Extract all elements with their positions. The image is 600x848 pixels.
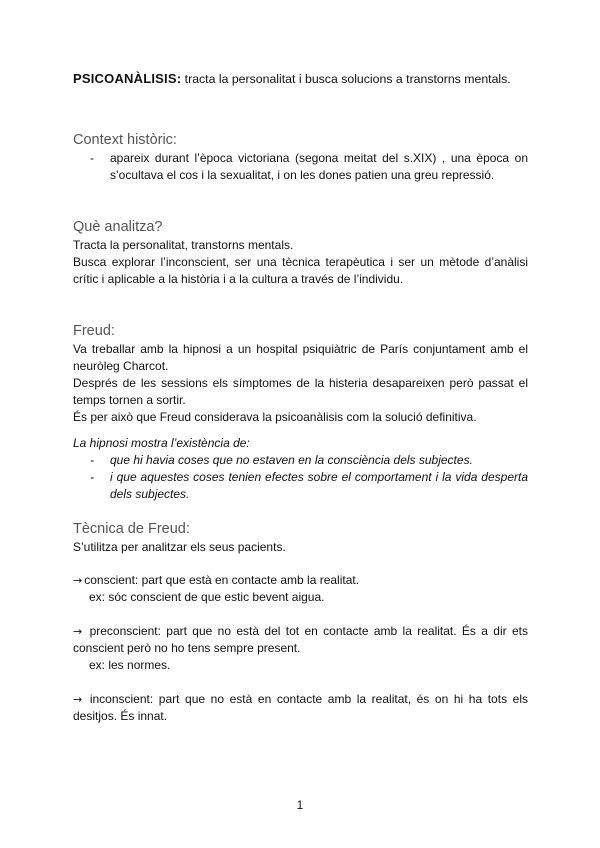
dash-bullet: - xyxy=(90,453,94,467)
technique-level-text: preconscient: part que no està del tot en contacte amb la realitat. És a dir ets conscient però no ho tens sempre present. xyxy=(73,624,528,655)
document-title-term: PSICOANÀLISIS: xyxy=(73,71,182,86)
document-title-line xyxy=(73,70,528,88)
context-list xyxy=(73,150,528,184)
dash-bullet: - xyxy=(90,470,94,484)
freud-paragraph: És per això que Freud considerava la psicoanàlisis com la solució definitiva. xyxy=(73,410,477,424)
document-title-definition: tracta la personalitat i busca solucions a transtorns mentals. xyxy=(181,72,511,86)
technique-intro: S’utilitza per analitzar els seus pacients. xyxy=(73,540,286,554)
hypnosis-item xyxy=(73,452,528,469)
context-item-text: apareix durant l’època victoriana (segona meitat del s.XIX) , una època on s’ocultava el cos i la sexualitat, i on les dones patien una greu repressió. xyxy=(110,151,528,182)
technique-heading: Tècnica de Freud: xyxy=(73,521,190,537)
context-heading: Context històric: xyxy=(73,132,177,148)
hypnosis-item-text: i que aquestes coses tenien efectes sobre el comportament i la vida desperta dels subjectes. xyxy=(110,470,528,501)
right-arrow-icon: → xyxy=(73,574,83,587)
right-arrow-icon: → xyxy=(73,625,83,638)
page-number: 1 xyxy=(296,798,304,812)
analyze-heading: Què analitza? xyxy=(73,219,163,235)
hypnosis-intro: La hipnosi mostra l’existència de: xyxy=(73,436,250,450)
freud-heading: Freud: xyxy=(73,323,115,339)
technique-level-text: conscient: part que està en contacte amb la realitat. xyxy=(84,573,360,587)
context-item xyxy=(73,150,528,184)
technique-level-example: ex: les normes. xyxy=(89,658,171,672)
hypnosis-list xyxy=(73,452,528,503)
technique-level-preconscient xyxy=(73,623,528,657)
technique-level-text: inconscient: part que no està en contacte amb la realitat, és on hi ha tots els desitjos. És innat. xyxy=(73,692,528,723)
right-arrow-icon: → xyxy=(73,693,83,706)
hypnosis-item-text: que hi havia coses que no estaven en la consciència dels subjectes. xyxy=(110,453,473,467)
dash-bullet: - xyxy=(90,151,94,165)
technique-level-example: ex: sóc conscient de que estic bevent aigua. xyxy=(89,590,325,604)
analyze-paragraph: Busca explorar l’inconscient, ser una tècnica terapèutica i ser un mètode d’anàlisi crític i aplicable a la història i a la cultura a través de l’individu. xyxy=(73,255,528,286)
freud-paragraph: Després de les sessions els símptomes de la histeria desapareixen però passat el temps tornen a sortir. xyxy=(73,376,528,407)
technique-level-inconscient xyxy=(73,691,528,725)
analyze-paragraph: Tracta la personalitat, transtorns mentals. xyxy=(73,238,294,252)
freud-paragraph: Va treballar amb la hipnosi a un hospital psiquiàtric de París conjuntament amb el neuròleg Charcot. xyxy=(73,342,528,373)
hypnosis-item xyxy=(73,469,528,503)
technique-level-conscient xyxy=(73,572,528,589)
document-page xyxy=(73,70,528,725)
